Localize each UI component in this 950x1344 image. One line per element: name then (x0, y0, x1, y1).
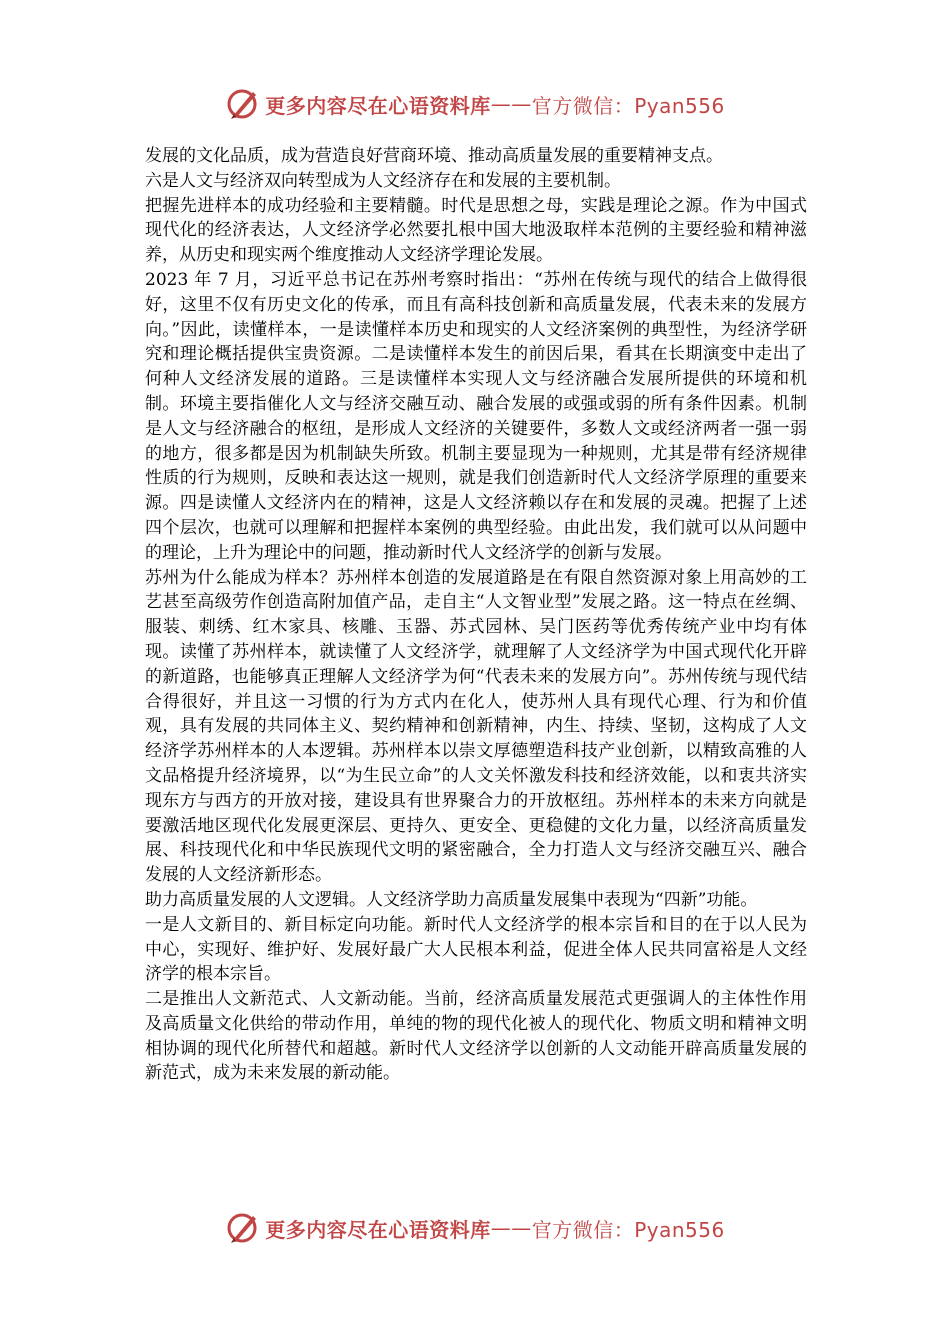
banner-dash: —— (490, 1216, 532, 1240)
banner-wechat: 官方微信：Pyan556 (531, 1217, 725, 1242)
banner-title: 更多内容尽在心语资料库 (265, 1217, 491, 1242)
document-body (145, 144, 807, 1086)
paragraph: 助力高质量发展的人文逻辑。人文经济学助力高质量发展集中表现为“四新”功能。 (145, 889, 758, 910)
paragraph: 二是推出人文新范式、人文新动能。当前，经济高质量发展范式更强调人的主体性作用及高质量文化供给的带动作用，单纯的物的现代化被人的现代化、物质文明和精神文明相协调的现代化所替代和超越。新时代人文经济学以创新的人文动能开辟高质量发展的新范式，成为未来发展的新动能。 (145, 989, 807, 1084)
pen-logo-icon (225, 1210, 261, 1246)
paragraph: 把握先进样本的成功经验和主要精髓。时代是思想之母，实践是理论之源。作为中国式现代化的经济表达，人文经济学必然要扎根中国大地汲取样本范例的主要经验和精神滋养，从历史和现实两个维度推动人文经济学理论发展。 (145, 195, 807, 266)
banner-title: 更多内容尽在心语资料库 (265, 93, 491, 118)
banner-dash: —— (490, 92, 532, 116)
pen-logo-icon (225, 86, 261, 122)
paragraph: 发展的文化品质，成为营造良好营商环境、推动高质量发展的重要精神支点。 (145, 146, 723, 166)
paragraph: 六是人文与经济双向转型成为人文经济存在和发展的主要机制。 (145, 170, 621, 191)
paragraph: 一是人文新目的、新目标定向功能。新时代人文经济学的根本宗旨和目的在于以人民为中心，实现好、维护好、发展好最广大人民根本利益，促进全体人民共同富裕是人文经济学的根本宗旨。 (145, 914, 807, 985)
banner-wechat: 官方微信：Pyan556 (531, 93, 725, 118)
paragraph: 2023 年 7 月，习近平总书记在苏州考察时指出：“苏州在传统与现代的结合上做得很好，这里不仅有历史文化的传承，而且有高科技创新和高质量发展，代表未来的发展方向。”因此，读懂样本，一是读懂样本历史和现实的人文经济案例的典型性，为经济学研究和理论概括提供宝贵资源。二是读懂样本发生的前因后果，看其在长期演变中走出了何种人文经济发展的道路。三是读懂样本实现人文与经济融合发展所提供的环境和机制。环境主要指催化人文与经济交融互动、融合发展的或强或弱的所有条件因素。机制是人文与经济融合的枢纽，是形成人文经济的关键要件，多数人文或经济两者一强一弱的地方，很多都是因为机制缺失所致。机制主要显现为一种规则，尤其是带有经济规律性质的行为规则，反映和表达这一规则，就是我们创造新时代人文经济学原理的重要来源。四是读懂人文经济内在的精神，这是人文经济赖以存在和发展的灵魂。把握了上述四个层次，也就可以理解和把握样本案例的典型经验。由此出发，我们就可以从问题中的理论，上升为理论中的问题，推动新时代人文经济学的创新与发展。 (145, 269, 807, 563)
header-watermark-banner (0, 84, 950, 124)
footer-watermark-banner (0, 1208, 950, 1248)
paragraph: 苏州为什么能成为样本？苏州样本创造的发展道路是在有限自然资源对象上用高妙的工艺甚至高级劳作创造高附加值产品，走自主“人文智业型”发展之路。这一特点在丝绸、服装、刺绣、红木家具、核雕、玉器、苏式园林、吴门医药等优秀传统产业中均有体现。读懂了苏州样本，就读懂了人文经济学，就理解了人文经济学为中国式现代化开辟的新道路，也能够真正理解人文经济学为何“代表未来的发展方向”。苏州传统与现代结合得很好，并且这一习惯的行为方式内在化人，使苏州人具有现代心理、行为和价值观，具有发展的共同体主义、契约精神和创新精神，内生、持续、坚韧，这构成了人文经济学苏州样本的人本逻辑。苏州样本以崇文厚德塑造科技产业创新，以精致高雅的人文品格提升经济境界，以“为生民立命”的人文关怀激发科技和经济效能，以和衷共济实现东方与西方的开放对接，建设具有世界聚合力的开放枢纽。苏州样本的未来方向就是要激活地区现代化发展更深层、更持久、更安全、更稳健的文化力量，以经济高质量发展、科技现代化和中华民族现代文明的紧密融合，全力打造人文与经济交融互兴、融合发展的人文经济新形态。 (145, 567, 807, 886)
